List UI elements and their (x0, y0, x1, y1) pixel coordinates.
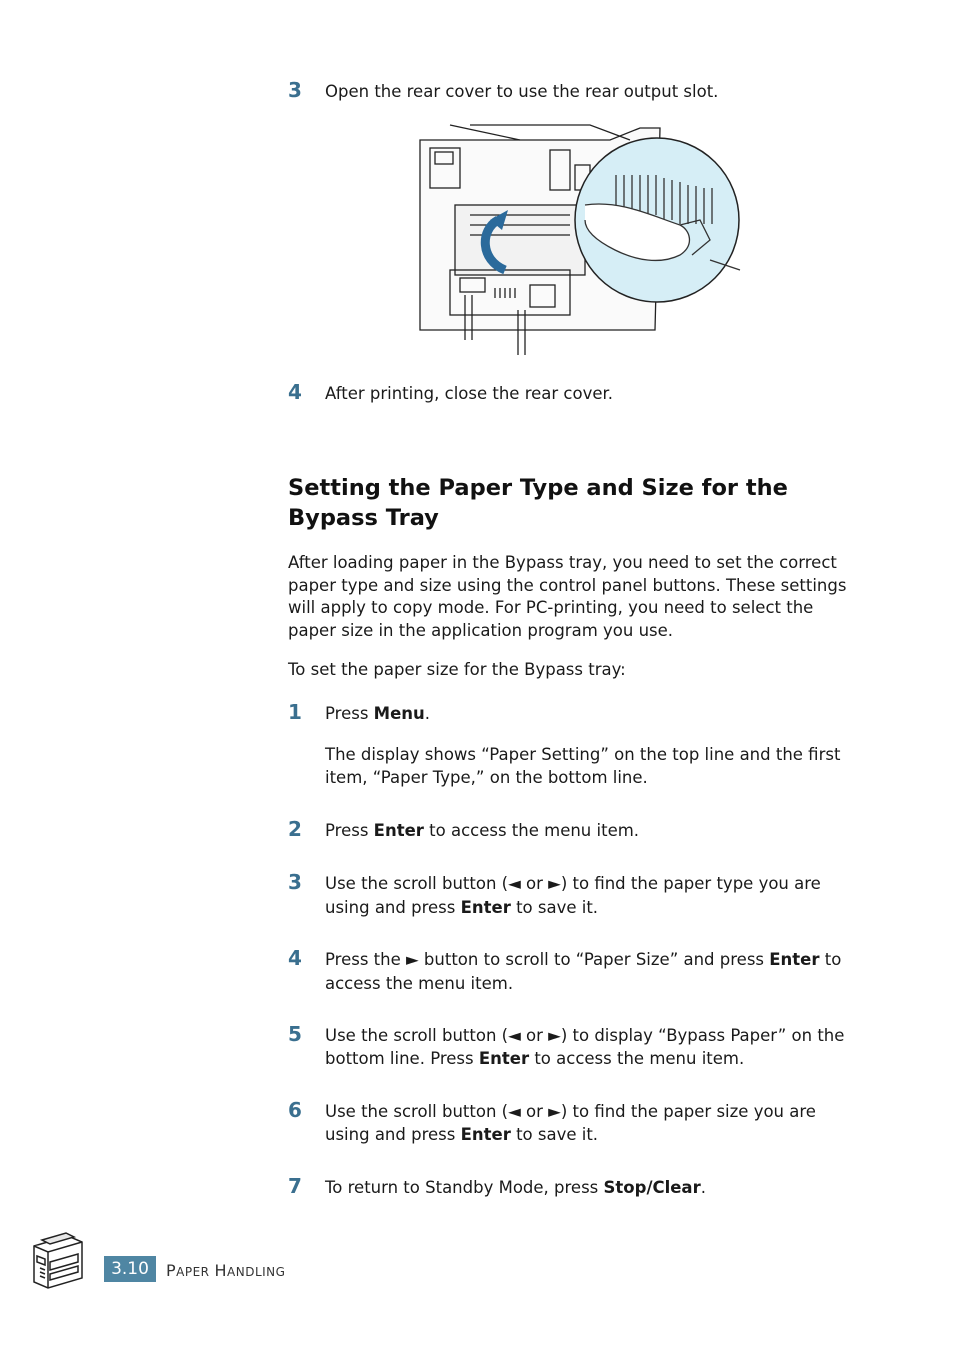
step-note: The display shows “Paper Setting” on the top line and the first item, “Paper Type,” on the bottom line. (325, 745, 841, 787)
rear-cover-illustration (410, 120, 745, 360)
page-number: 3.10 (104, 1256, 156, 1282)
step-text: Press Enter to access the menu item. (325, 821, 640, 840)
step-number: 2 (288, 817, 302, 841)
step-text: Open the rear cover to use the rear output slot. (325, 82, 719, 101)
intro-paragraph: After loading paper in the Bypass tray, you need to set the correct paper type and size using the control panel buttons. These settings will apply to copy mode. For PC-printing, you need to select the paper size in the application program you use. (288, 553, 847, 640)
step-text: Use the scroll button (◄ or ►) to find the paper size you are using and press Enter to save it. (325, 1102, 816, 1144)
section-heading: Setting the Paper Type and Size for the Bypass Tray (288, 475, 788, 531)
step-number: 4 (288, 380, 302, 404)
step-number: 3 (288, 78, 302, 102)
step-text: Use the scroll button (◄ or ►) to find the paper type you are using and press Enter to save it. (325, 874, 821, 917)
chapter-title: PAPER HANDLING (166, 1261, 286, 1280)
printer-icon (28, 1232, 86, 1292)
step-number: 3 (288, 870, 302, 894)
step-text: After printing, close the rear cover. (325, 384, 614, 403)
step-number: 4 (288, 946, 302, 970)
lead-paragraph: To set the paper size for the Bypass tray: (288, 660, 626, 679)
step-text: Press the ► button to scroll to “Paper Size” and press Enter to access the menu item. (325, 950, 842, 993)
step-text: Press Menu. (325, 704, 431, 723)
step-number: 5 (288, 1022, 302, 1046)
step-text: To return to Standby Mode, press Stop/Clear. (325, 1178, 706, 1197)
step-number: 7 (288, 1174, 302, 1198)
step-number: 1 (288, 700, 302, 724)
step-number: 6 (288, 1098, 302, 1122)
step-text: Use the scroll button (◄ or ►) to display “Bypass Paper” on the bottom line. Press Enter to access the menu item. (325, 1026, 845, 1068)
